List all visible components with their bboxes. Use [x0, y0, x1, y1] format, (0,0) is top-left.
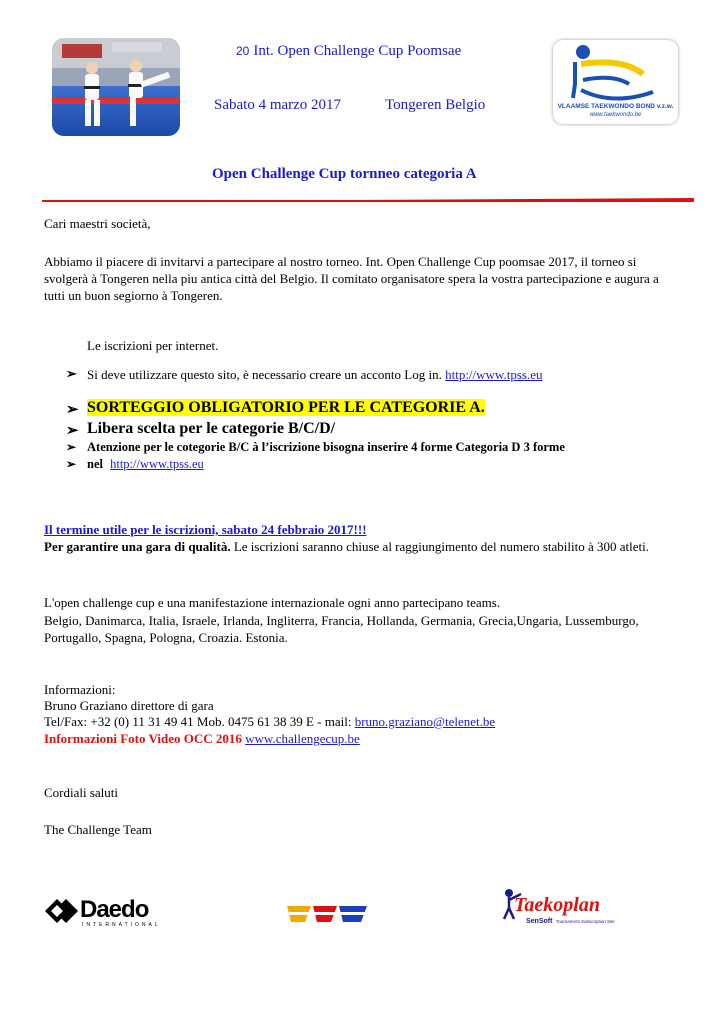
sensoft-subtext: Tournament Subscription Site	[556, 919, 615, 924]
daedo-wordmark: Daedo	[80, 896, 149, 923]
logo-url: www.taekwondo.be	[589, 112, 642, 118]
challengecup-link[interactable]: www.challengecup.be	[245, 731, 360, 746]
info-director: Bruno Graziano direttore di gara	[44, 698, 214, 713]
wtf-logo	[285, 902, 369, 926]
taekoplan-wordmark: Taekoplan	[514, 894, 600, 916]
bullet-arrow-icon: ➢	[66, 440, 77, 454]
bullet-5	[87, 457, 204, 472]
iscrizioni-title: Le iscrizioni per internet.	[87, 338, 219, 353]
bullet-4: Atenzione per le cotegorie B/C à l’iscrizione bisogna inserire 4 forme Categoria D 3 forme	[87, 440, 565, 454]
bullet-arrow-icon: ➢	[66, 423, 79, 439]
sensoft-text: SenSoft	[526, 918, 553, 925]
photo-video-label: Informazioni Foto Video OCC 2016	[44, 731, 242, 746]
info-title: Informazioni:	[44, 682, 116, 697]
quality-paragraph	[44, 538, 664, 555]
daedo-logo	[44, 896, 174, 932]
event-date: Sabato 4 marzo 2017	[214, 97, 342, 113]
info-contact	[44, 713, 495, 730]
vtb-logo	[553, 40, 678, 124]
signature: The Challenge Team	[44, 822, 152, 837]
daedo-mark-icon	[44, 898, 78, 924]
quality-bold: Per garantire una gara di qualità.	[44, 539, 231, 554]
greeting: Cari maestri società,	[44, 216, 151, 231]
bullet-3: Libera scelta per le categorie B/C/D/	[87, 420, 336, 437]
bullet-arrow-icon: ➢	[66, 457, 77, 471]
bullet-1-text: Si deve utilizzare questo sito, è necessario creare un acconto Log in.	[87, 367, 442, 382]
countries-list: Belgio, Danimarca, Italia, Israele, Irlanda, Ingliterra, Francia, Hollanda, Germania, Grecia,Ungaria, Lussemburgo, Portugallo, Spagna, Pologna, Croazia. Estonia.	[44, 613, 639, 645]
deadline-notice: Il termine utile per le iscrizioni, sabato 24 febbraio 2017!!!	[44, 522, 367, 537]
event-title	[236, 43, 461, 60]
red-divider	[42, 198, 694, 202]
info-photo	[44, 730, 360, 747]
tpss-link-2[interactable]: http://www.tpss.eu	[110, 457, 204, 471]
bullet-arrow-icon: ➢	[66, 366, 77, 381]
quality-rest: Le iscrizioni saranno chiuse al raggiungimento del numero stabilito à 300 atleti.	[230, 539, 649, 554]
sorteggio-notice: SORTEGGIO OBLIGATORIO PER LE CATEGORIE A.	[87, 399, 485, 416]
tpss-link-1[interactable]: http://www.tpss.eu	[445, 367, 543, 382]
event-date-location	[214, 97, 485, 114]
header-photo	[52, 38, 180, 136]
bullet-5-text: nel	[87, 457, 103, 471]
bullet-1	[87, 366, 542, 383]
bullet-arrow-icon: ➢	[66, 402, 79, 418]
page-subtitle: Open Challenge Cup tornneo categoria A	[212, 166, 477, 182]
event-edition-number: 20	[236, 44, 250, 58]
contact-phone: Tel/Fax: +32 (0) 11 31 49 41 Mob. 0475 61 38 39 E - mail:	[44, 714, 352, 729]
daedo-subtext: INTERNATIONAL	[82, 922, 161, 928]
international-line: L'open challenge cup e una manifestazione internazionale ogni anno partecipano teams.	[44, 595, 501, 610]
closing: Cordiali saluti	[44, 785, 119, 800]
intro-paragraph: Abbiamo il piacere di invitarvi a partecipare al nostro torneo. Int. Open Challenge Cup poomsae 2017, il torneo si svolgerà à Tongeren nella piu antica città del Belgio. Il comitato organisatore spera la vostra partecipazione e augura a tutti un buon segiorno à Tongeren.	[44, 254, 659, 303]
taekoplan-logo	[500, 888, 640, 934]
email-link[interactable]: bruno.graziano@telenet.be	[354, 714, 496, 729]
logo-text: VLAAMSE TAEKWONDO BOND v.z.w.	[557, 103, 674, 110]
event-location: Tongeren Belgio	[385, 97, 486, 113]
bullet-2	[87, 399, 485, 417]
event-title-text: Int. Open Challenge Cup Poomsae	[253, 43, 462, 59]
